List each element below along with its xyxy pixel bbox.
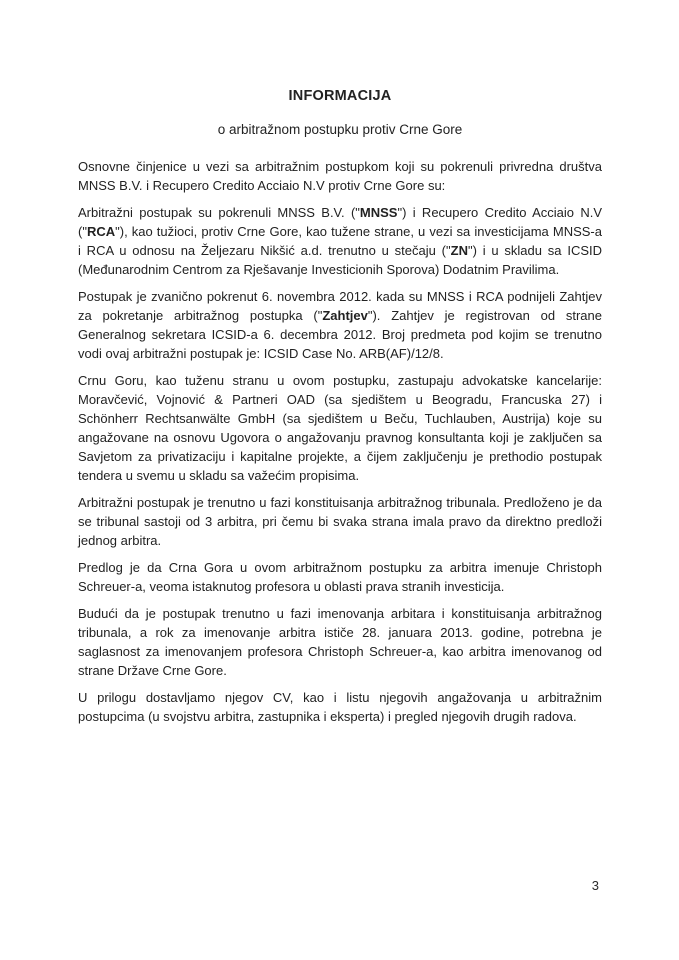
paragraph: Osnovne činjenice u vezi sa arbitražnim postupkom koji su pokrenuli privredna društva MNSS B.V. i Recupero Credito Acciaio N.V protiv Crne Gore su: [78, 159, 602, 193]
paragraph: Postupak je zvanično pokrenut 6. novembra 2012. kada su MNSS i RCA podnijeli Zahtjev za pokretanje arbitražnog postupka ("Zahtjev"). Zahtjev je registrovan od strane Generalnog sekretara ICSID-a 6. decembra 2012. Broj predmeta pod kojim se trenutno vodi ovaj arbitražni postupak je: ICSID Case No. ARB(AF)/12/8. [78, 289, 602, 361]
paragraph: Arbitražni postupak su pokrenuli MNSS B.V. ("MNSS") i Recupero Credito Acciaio N.V ("RCA"), kao tužioci, protiv Crne Gore, kao tužene strane, u vezi sa investicijama MNSS-a i RCA u odnosu na Željezaru Nikšić a.d. trenutno u stečaju ("ZN") i u skladu sa ICSID (Međunarodnim Centrom za Rješavanje Investicionih Sporova) Dodatnim Pravilima. [78, 205, 602, 277]
paragraph: Budući da je postupak trenutno u fazi imenovanja arbitara i konstituisanja arbitražnog tribunala, a rok za imenovanje arbitra ističe 28. januara 2013. godine, potrebna je saglasnost za imenovanjem profesora Christoph Schreuer-a, kao arbitra imenovanog od strane Države Crne Gore. [78, 606, 602, 678]
paragraph: Predlog je da Crna Gora u ovom arbitražnom postupku za arbitra imenuje Christoph Schreuer-a, veoma istaknutog profesora u oblasti prava stranih investicija. [78, 560, 602, 594]
page-number: 3 [591, 878, 599, 893]
paragraph: Arbitražni postupak je trenutno u fazi konstituisanja arbitražnog tribunala. Predloženo je da se tribunal sastoji od 3 arbitra, pri čemu bi svaka strana imala pravo da direktno predloži jednog arbitra. [78, 495, 602, 548]
document-title: INFORMACIJA [288, 88, 392, 104]
paragraph: Crnu Goru, kao tuženu stranu u ovom postupku, zastupaju advokatske kancelarije: Moravčević, Vojnović & Partneri OAD (sa sjedištem u Beogradu, Francuska 27) i Schönherr Rechtsanwälte GmbH (sa sjedištem u Beču, Tuchlauben, Austrija) koje su angažovane na osnovu Ugovora o angažovanju pravnog konsultanta koji je zaključen sa Savjetom za privatizaciju i kapitalne projekte, a čijem zaključenju je prethodio postupak tendera u svemu u skladu sa važećim propisima. [78, 373, 602, 483]
document-content [78, 88, 602, 734]
document-subtitle: o arbitražnom postupku protiv Crne Gore [217, 122, 463, 137]
paragraph: U prilogu dostavljamo njegov CV, kao i listu njegovih angažovanja u arbitražnim postupcima (u svojstvu arbitra, zastupnika i eksperta) i pregled njegovih drugih radova. [78, 690, 602, 724]
document-body [78, 157, 602, 726]
